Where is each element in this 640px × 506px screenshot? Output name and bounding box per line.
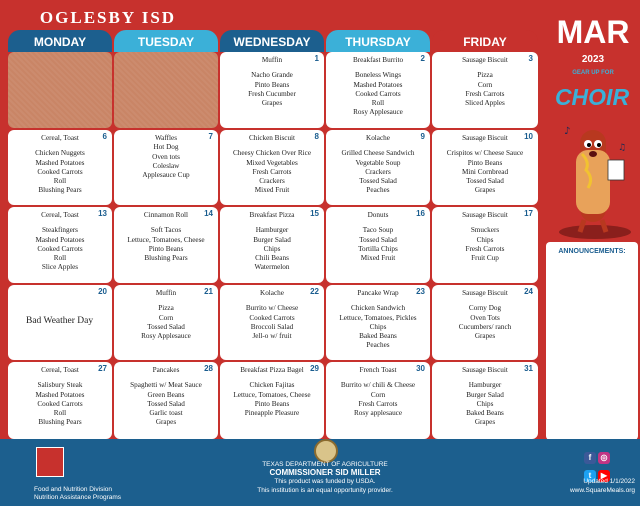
lunch-item: Mashed Potatoes: [35, 390, 85, 399]
lunch-item: Mini Cornbread: [461, 167, 509, 176]
day-cell: [326, 52, 430, 128]
lunch-item: Tossed Salad: [359, 177, 397, 186]
lunch-item: Cooked Carrots: [37, 244, 83, 253]
lunch-item: Mashed Potatoes: [35, 235, 85, 244]
district-title: OGLESBY ISD: [39, 8, 177, 27]
gear-up-label: GEAR UP FOR: [572, 70, 614, 76]
day-number: 22: [310, 287, 319, 296]
lunch-item: Roll: [371, 99, 385, 108]
day-cell: [220, 207, 324, 283]
menu-calendar-grid: [8, 52, 538, 439]
day-number: 30: [416, 364, 425, 373]
lunch-item: Chili Beans: [255, 254, 289, 263]
twitter-icon[interactable]: t: [584, 470, 596, 482]
breakfast-item: Sausage Biscuit: [462, 366, 508, 374]
lunch-item: Jell-o w/ fruit: [252, 332, 292, 341]
day-header-monday: MONDAY: [8, 30, 112, 52]
breakfast-item: Cereal, Toast: [41, 366, 79, 374]
svg-text:♫: ♫: [618, 143, 627, 153]
day-header-tuesday: TUESDAY: [114, 30, 218, 52]
lunch-item: Baked Beans: [359, 332, 397, 341]
day-cell: [326, 362, 430, 439]
footer: [0, 439, 640, 506]
menu-items: [220, 207, 324, 273]
lunch-item: Spaghetti w/ Meat Sauce: [130, 381, 202, 390]
footer-division: Food and Nutrition Division: [34, 486, 113, 493]
day-cell: [114, 52, 218, 128]
breakfast-item: Cereal, Toast: [41, 134, 79, 142]
menu-items: [114, 207, 218, 263]
day-cell: [8, 362, 112, 439]
footer-commissioner: COMMISSIONER SID MILLER: [269, 468, 381, 478]
youtube-icon[interactable]: ▶: [598, 470, 610, 482]
day-number: 3: [528, 54, 533, 63]
svg-text:♪: ♪: [564, 126, 571, 137]
lunch-item: Cooked Carrots: [249, 313, 295, 322]
menu-items: [220, 52, 324, 108]
day-cell: [432, 207, 538, 283]
lunch-item: Chips: [476, 399, 494, 408]
lunch-item: Tossed Salad: [147, 399, 185, 408]
lunch-item: Roll: [53, 177, 67, 186]
menu-items: [114, 285, 218, 341]
lunch-item: Pizza: [158, 304, 174, 313]
day-number: 31: [524, 364, 533, 373]
lunch-item: Grapes: [261, 99, 283, 108]
breakfast-item: Pancakes: [152, 366, 180, 374]
day-cell: [432, 285, 538, 360]
menu-items: [326, 207, 430, 263]
lunch-item: Hamburger: [468, 381, 502, 390]
lunch-item: Corn: [477, 80, 493, 89]
lunch-item: Rosy Applesauce: [141, 332, 191, 341]
day-cell: [114, 130, 218, 205]
lunch-item: Slice Apples: [41, 263, 79, 272]
lunch-item: Cooked Carrots: [37, 167, 83, 176]
lunch-item: Lettuce, Tomatoes, Cheese: [127, 235, 205, 244]
day-cell: [432, 52, 538, 128]
breakfast-item: Cereal, Toast: [41, 211, 79, 219]
menu-items: [220, 285, 324, 341]
facebook-icon[interactable]: f: [584, 452, 596, 464]
lunch-item: Salisbury Steak: [37, 381, 83, 390]
breakfast-item: Waffles: [154, 134, 178, 142]
breakfast-item: French Toast: [359, 366, 397, 374]
lunch-item: Roll: [53, 254, 67, 263]
day-number: 28: [204, 364, 213, 373]
lunch-item: Baked Beans: [466, 409, 504, 418]
lunch-item: Corny Dog: [468, 304, 502, 313]
department-seal-icon: [314, 439, 338, 463]
day-cell: [220, 130, 324, 205]
lunch-item: Chips: [476, 235, 494, 244]
lunch-item: Chicken Nuggets: [35, 149, 85, 158]
breakfast-item: Sausage Biscuit: [462, 289, 508, 297]
texas-logo-icon: [36, 447, 64, 477]
day-cell: [8, 52, 112, 128]
footer-updated: Updated 1/1/2022: [583, 478, 635, 485]
lunch-item: Tossed Salad: [147, 322, 185, 331]
lunch-item: Hamburger: [255, 226, 289, 235]
breakfast-item: Sausage Biscuit: [462, 134, 508, 142]
lunch-item: Mashed Potatoes: [353, 80, 403, 89]
day-number: 7: [208, 132, 213, 141]
day-number: 23: [416, 287, 425, 296]
lunch-item: Lettuce, Tomatoes, Pickles: [339, 313, 417, 322]
day-header-friday: FRIDAY: [432, 30, 538, 52]
lunch-item: Burrito w/ Cheese: [245, 304, 299, 313]
day-number: 1: [314, 54, 319, 63]
instagram-icon[interactable]: ◎: [598, 452, 610, 464]
lunch-item: Chips: [369, 322, 387, 331]
day-cell: [8, 285, 112, 360]
theme-label: CHOIR: [554, 84, 630, 110]
day-cell: [432, 130, 538, 205]
menu-items: [220, 362, 324, 418]
sidebar: [542, 14, 640, 439]
lunch-item: Grapes: [474, 186, 496, 195]
day-number: 20: [98, 287, 107, 296]
lunch-item: Vegetable Soup: [355, 158, 401, 167]
lunch-item: Crackers: [259, 177, 285, 186]
menu-items: [8, 362, 112, 428]
breakfast-item: Breakfast Pizza: [249, 211, 295, 219]
breakfast-item: Sausage Biscuit: [462, 56, 508, 64]
breakfast-item: Kolache: [366, 134, 390, 142]
lunch-item: Mashed Potatoes: [35, 158, 85, 167]
lunch-item: Broccoli Salad: [250, 322, 294, 331]
lunch-item: Rosy applesauce: [353, 409, 403, 418]
day-cell: [8, 130, 112, 205]
lunch-item: Soft Tacos: [150, 226, 182, 235]
lunch-item: Coleslaw: [152, 161, 180, 170]
lunch-item: Cooked Carrots: [355, 89, 401, 98]
day-number: 9: [420, 132, 425, 141]
day-number: 29: [310, 364, 319, 373]
breakfast-item: Breakfast Burrito: [352, 56, 404, 64]
bad-weather-label: Bad Weather Day: [26, 316, 94, 326]
day-number: 2: [420, 54, 425, 63]
lunch-item: Rosy Applesauce: [353, 108, 403, 117]
day-number: 17: [524, 209, 533, 218]
lunch-item: Fresh Carrots: [358, 399, 398, 408]
lunch-item: Burger Salad: [253, 235, 291, 244]
lunch-item: Lettuce, Tomatoes, Cheese: [233, 390, 311, 399]
lunch-item: Tortilla Chips: [358, 244, 398, 253]
day-number: 27: [98, 364, 107, 373]
lunch-item: Pinto Beans: [148, 244, 184, 253]
breakfast-item: Breakfast Pizza Bagel: [240, 366, 304, 374]
lunch-item: Crispitos w/ Cheese Sauce: [446, 149, 524, 158]
lunch-item: Steakfingers: [42, 226, 78, 235]
lunch-item: Chicken Sandwich: [350, 304, 406, 313]
breakfast-item: Chicken Biscuit: [248, 134, 296, 142]
footer-equal-opportunity: This institution is an equal opportunity provider.: [257, 486, 393, 494]
lunch-item: Fresh Carrots: [465, 89, 505, 98]
day-number: 21: [204, 287, 213, 296]
year-label: 2023: [581, 54, 605, 65]
lunch-item: Mixed Vegetables: [246, 158, 298, 167]
lunch-item: Taco Soup: [362, 226, 394, 235]
lunch-item: Watermelon: [254, 263, 290, 272]
footer-funded: This product was funded by USDA.: [274, 478, 376, 486]
menu-items: [114, 130, 218, 180]
menu-items: [326, 52, 430, 118]
lunch-item: Hot Dog: [153, 143, 179, 152]
lunch-item: Grilled Cheese Sandwich: [341, 149, 415, 158]
lunch-item: Grapes: [474, 418, 496, 427]
lunch-item: Mixed Fruit: [360, 254, 396, 263]
day-number: 14: [204, 209, 213, 218]
lunch-item: Crackers: [365, 167, 391, 176]
day-header-wednesday: WEDNESDAY: [220, 30, 324, 52]
lunch-item: Oven tots: [152, 152, 180, 161]
menu-items: [326, 285, 430, 351]
lunch-item: Tossed Salad: [466, 177, 504, 186]
lunch-item: Corn: [158, 313, 174, 322]
breakfast-item: Muffin: [261, 56, 283, 64]
lunch-item: Peaches: [366, 186, 390, 195]
lunch-item: Smuckers: [470, 226, 500, 235]
day-cell: [114, 207, 218, 283]
day-cell: [326, 285, 430, 360]
lunch-item: Roll: [53, 409, 67, 418]
lunch-item: Mixed Fruit: [254, 186, 290, 195]
day-cell: [114, 285, 218, 360]
lunch-item: Garlic toast: [149, 409, 183, 418]
menu-items: [432, 207, 538, 263]
day-cell: [220, 52, 324, 128]
lunch-item: Sliced Apples: [465, 99, 505, 108]
menu-items: [326, 130, 430, 196]
lunch-item: Fresh Carrots: [252, 167, 292, 176]
day-cell: [8, 207, 112, 283]
day-number: 15: [310, 209, 319, 218]
lunch-item: Blushing Pears: [38, 418, 82, 427]
lunch-item: Chicken Fajitas: [249, 381, 295, 390]
lunch-item: Applesauce Cup: [142, 171, 190, 180]
lunch-item: Boneless Wings: [354, 71, 402, 80]
menu-items: [8, 207, 112, 273]
lunch-item: Nacho Grande: [251, 71, 293, 80]
breakfast-item: Sausage Biscuit: [462, 211, 508, 219]
breakfast-item: Pancake Wrap: [357, 289, 399, 297]
lunch-item: Pineapple Pleasure: [244, 409, 300, 418]
menu-items: [432, 52, 538, 108]
day-number: 8: [314, 132, 319, 141]
lunch-item: Tossed Salad: [359, 235, 397, 244]
footer-website-link[interactable]: www.SquareMeals.org: [569, 487, 635, 494]
day-number: 24: [524, 287, 533, 296]
lunch-item: Pinto Beans: [254, 80, 290, 89]
lunch-item: Green Beans: [147, 390, 185, 399]
lunch-item: Burger Salad: [466, 390, 504, 399]
menu-items: [326, 362, 430, 418]
day-number: 13: [98, 209, 107, 218]
lunch-item: Grapes: [474, 332, 496, 341]
menu-items: [114, 362, 218, 428]
lunch-item: Blushing Pears: [38, 186, 82, 195]
day-cell: [432, 362, 538, 439]
day-cell: [114, 362, 218, 439]
day-cell: [326, 207, 430, 283]
lunch-item: Oven Tots: [470, 313, 500, 322]
day-cell: [220, 285, 324, 360]
month-label: MAR: [556, 14, 630, 50]
lunch-item: Burrito w/ chili & Cheese: [340, 381, 416, 390]
lunch-item: Fresh Carrots: [465, 244, 505, 253]
hotdog-singer-illustration: [552, 110, 638, 240]
lunch-item: Cucumbers/ ranch: [458, 322, 512, 331]
lunch-item: Cooked Carrots: [37, 399, 83, 408]
lunch-item: Fruit Cup: [471, 254, 499, 263]
lunch-item: Grapes: [155, 418, 177, 427]
announcements-title: ANNOUNCEMENTS:: [558, 248, 626, 255]
lunch-item: Peaches: [366, 341, 390, 350]
day-header-thursday: THURSDAY: [326, 30, 430, 52]
lunch-item: Blushing Pears: [144, 254, 188, 263]
lunch-item: Corn: [370, 390, 386, 399]
lunch-item: Pinto Beans: [467, 158, 503, 167]
lunch-item: Chips: [263, 244, 281, 253]
day-number: 6: [102, 132, 107, 141]
footer-department: TEXAS DEPARTMENT OF AGRICULTURE: [262, 461, 388, 468]
lunch-item: Cheesy Chicken Over Rice: [232, 149, 312, 158]
breakfast-item: Cinnamon Roll: [143, 211, 189, 219]
lunch-item: Fresh Cucumber: [248, 89, 296, 98]
breakfast-item: Muffin: [155, 289, 177, 297]
menu-items: [432, 285, 538, 341]
day-cell: [326, 130, 430, 205]
menu-items: [220, 130, 324, 196]
lunch-item: Pinto Beans: [254, 399, 290, 408]
day-number: 16: [416, 209, 425, 218]
footer-programs: Nutrition Assistance Programs: [34, 494, 122, 501]
menu-items: [432, 130, 538, 196]
menu-items: [432, 362, 538, 428]
day-number: 10: [524, 132, 533, 141]
breakfast-item: Kolache: [260, 289, 284, 297]
lunch-item: Pizza: [477, 71, 493, 80]
announcements-box: [546, 242, 638, 440]
day-cell: [220, 362, 324, 439]
menu-items: [8, 130, 112, 196]
breakfast-item: Donuts: [367, 211, 389, 219]
